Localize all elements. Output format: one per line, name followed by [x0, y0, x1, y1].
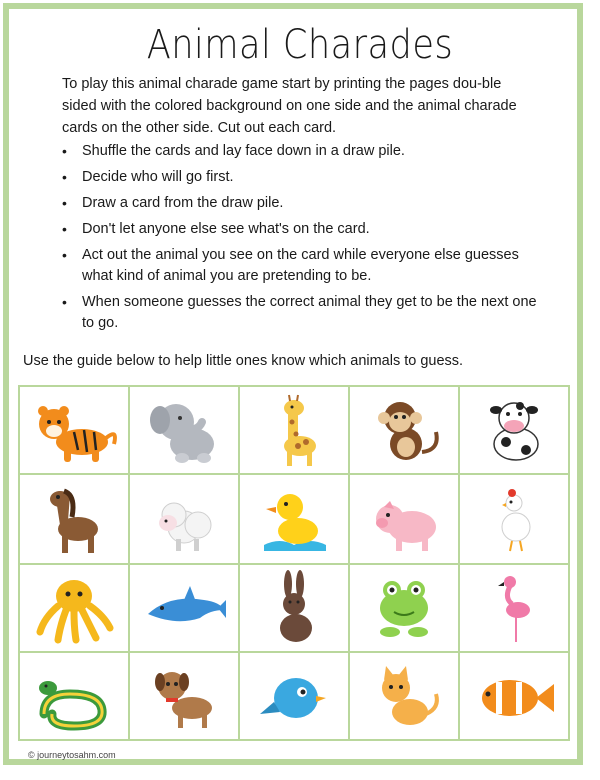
animal-card [240, 653, 350, 741]
rule-item [58, 292, 538, 334]
bullet: • [62, 247, 67, 263]
rule-text: Shuffle the cards and lay face down in a draw pile. [82, 143, 405, 159]
rule-text: When someone guesses the correct animal they get to be the next one to go. [82, 294, 537, 331]
elephant-icon [140, 392, 228, 468]
rule-text: Draw a card from the draw pile. [82, 195, 284, 211]
bullet: • [62, 221, 67, 237]
rule-text: Act out the animal you see on the card while everyone else guesses what kind of animal you are pretending to be. [82, 247, 519, 284]
page-title: Animal Charades [146, 22, 454, 68]
intro-paragraph: To play this animal charade game start by printing the pages dou-ble sided with the colored background on one side and the animal charade cards on the other side. Cut out each card. [62, 76, 517, 136]
dolphin-icon [140, 570, 228, 646]
animal-card [350, 653, 460, 741]
bullet: • [62, 143, 67, 159]
bird-icon [250, 658, 338, 734]
animal-card [350, 565, 460, 653]
duck-icon [250, 481, 338, 557]
bullet: • [62, 195, 67, 211]
animal-grid [18, 385, 570, 741]
copyright-text: © journeytosahm.com [28, 750, 116, 760]
animal-card [20, 653, 130, 741]
animal-card [130, 653, 240, 741]
animal-card [130, 387, 240, 475]
frog-icon [360, 570, 448, 646]
sheep-icon [140, 481, 228, 557]
animal-card [460, 565, 570, 653]
dog-icon [140, 658, 228, 734]
rule-item [58, 219, 538, 240]
bullet: • [62, 169, 67, 185]
animal-card [20, 475, 130, 565]
guide-text: Use the guide below to help little ones know which animals to guess. [23, 353, 464, 369]
rule-item [58, 193, 538, 214]
clownfish-icon [470, 658, 558, 734]
octopus-icon [30, 570, 118, 646]
animal-card [130, 475, 240, 565]
animal-card [240, 565, 350, 653]
pig-icon [360, 481, 448, 557]
rule-text: Decide who will go first. [82, 169, 234, 185]
monkey-icon [360, 392, 448, 468]
snake-icon [30, 658, 118, 734]
horse-icon [30, 481, 118, 557]
animal-card [240, 475, 350, 565]
cow-icon [470, 392, 558, 468]
animal-card [350, 387, 460, 475]
rule-text: Don't let anyone else see what's on the card. [82, 221, 370, 237]
animal-card [130, 565, 240, 653]
animal-card [460, 387, 570, 475]
animal-card [240, 387, 350, 475]
animal-card [460, 475, 570, 565]
flamingo-icon [470, 570, 558, 646]
giraffe-icon [250, 392, 338, 468]
rules-list [58, 141, 538, 339]
cat-icon [360, 658, 448, 734]
tiger-icon [30, 392, 118, 468]
chicken-icon [470, 481, 558, 557]
bullet: • [62, 294, 67, 310]
animal-card [20, 565, 130, 653]
animal-card [460, 653, 570, 741]
rule-item [58, 167, 538, 188]
animal-card [20, 387, 130, 475]
rabbit-icon [250, 570, 338, 646]
rule-item [58, 141, 538, 162]
rule-item [58, 245, 538, 287]
animal-card [350, 475, 460, 565]
